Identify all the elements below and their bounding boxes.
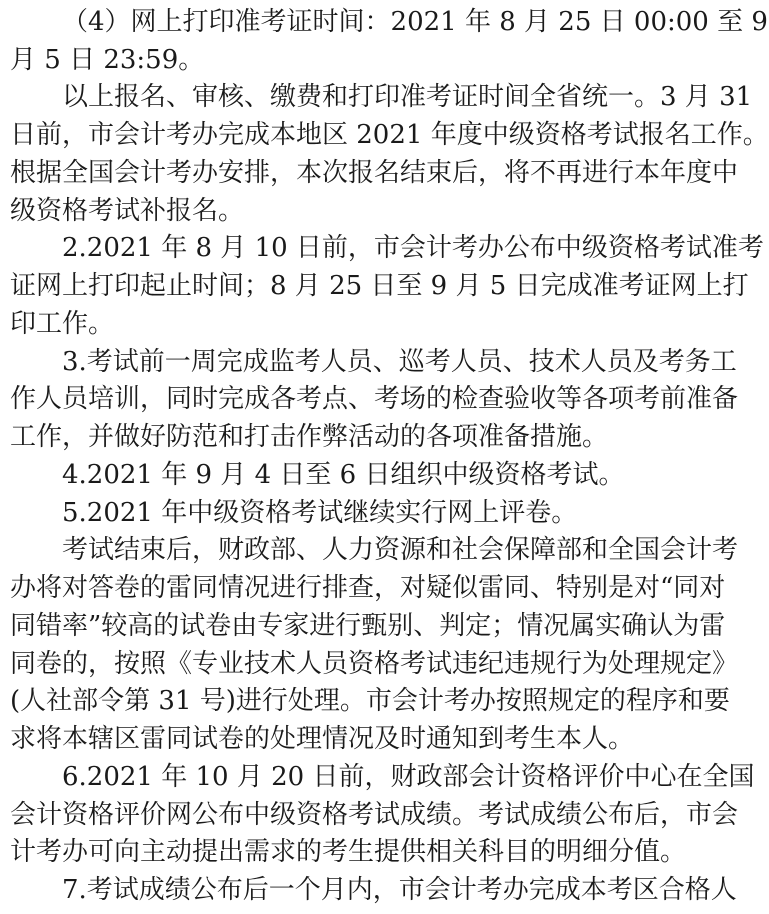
text-line: 求将本辖区雷同试卷的处理情况及时通知到考生本人。 <box>10 724 635 755</box>
text-line: （4）网上打印准考证时间：2021 年 8 月 25 日 00:00 至 9 <box>62 7 768 37</box>
text-line: 工作，并做好防范和打击作弊活动的各项准备措施。 <box>10 422 609 453</box>
text-line: 根据全国会计考办安排，本次报名结束后，将不再进行本年度中 <box>10 157 739 188</box>
text-line: 3.考试前一周完成监考人员、巡考人员、技术人员及考务工 <box>62 346 737 377</box>
text-line: 计考办可向主动提出需求的考生提供相关科目的明细分值。 <box>10 837 687 868</box>
text-line: 5.2021 年中级资格考试继续实行网上评卷。 <box>62 497 578 528</box>
text-line: 证网上打印起止时间；8 月 25 日至 9 月 5 日完成准考证网上打 <box>10 271 749 302</box>
text-line: 7.考试成绩公布后一个月内，市会计考办完成本考区合格人 <box>62 875 737 905</box>
text-line: 作人员培训，同时完成各考点、考场的检查验收等各项考前准备 <box>10 384 739 415</box>
text-line: 月 5 日 23:59。 <box>10 44 205 75</box>
text-line: 考试结束后，财政部、人力资源和社会保障部和全国会计考 <box>62 535 739 566</box>
text-line: 以上报名、审核、缴费和打印准考证时间全省统一。3 月 31 <box>62 82 753 113</box>
text-line: 办将对答卷的雷同情况进行排查，对疑似雷同、特别是对“同对 <box>10 573 726 604</box>
text-line: 4.2021 年 9 月 4 日至 6 日组织中级资格考试。 <box>62 459 625 490</box>
text-line: 6.2021 年 10 月 20 日前，财政部会计资格评价中心在全国 <box>62 761 755 792</box>
text-line: 级资格考试补报名。 <box>10 195 245 226</box>
text-line: 同错率”较高的试卷由专家进行甄别、判定；情况属实确认为雷 <box>10 610 726 641</box>
text-line: 同卷的，按照《专业技术人员资格考试违纪违规行为处理规定》 <box>10 648 739 679</box>
text-line: 印工作。 <box>10 308 115 339</box>
text-line: 日前，市会计考办完成本地区 2021 年度中级资格考试报名工作。 <box>10 120 769 151</box>
text-line: (人社部令第 31 号)进行处理。市会计考办按照规定的程序和要 <box>10 686 730 717</box>
text-line: 会计资格评价网公布中级资格考试成绩。考试成绩公布后，市会 <box>10 799 739 830</box>
text-line: 2.2021 年 8 月 10 日前，市会计考办公布中级资格考试准考 <box>62 233 764 264</box>
